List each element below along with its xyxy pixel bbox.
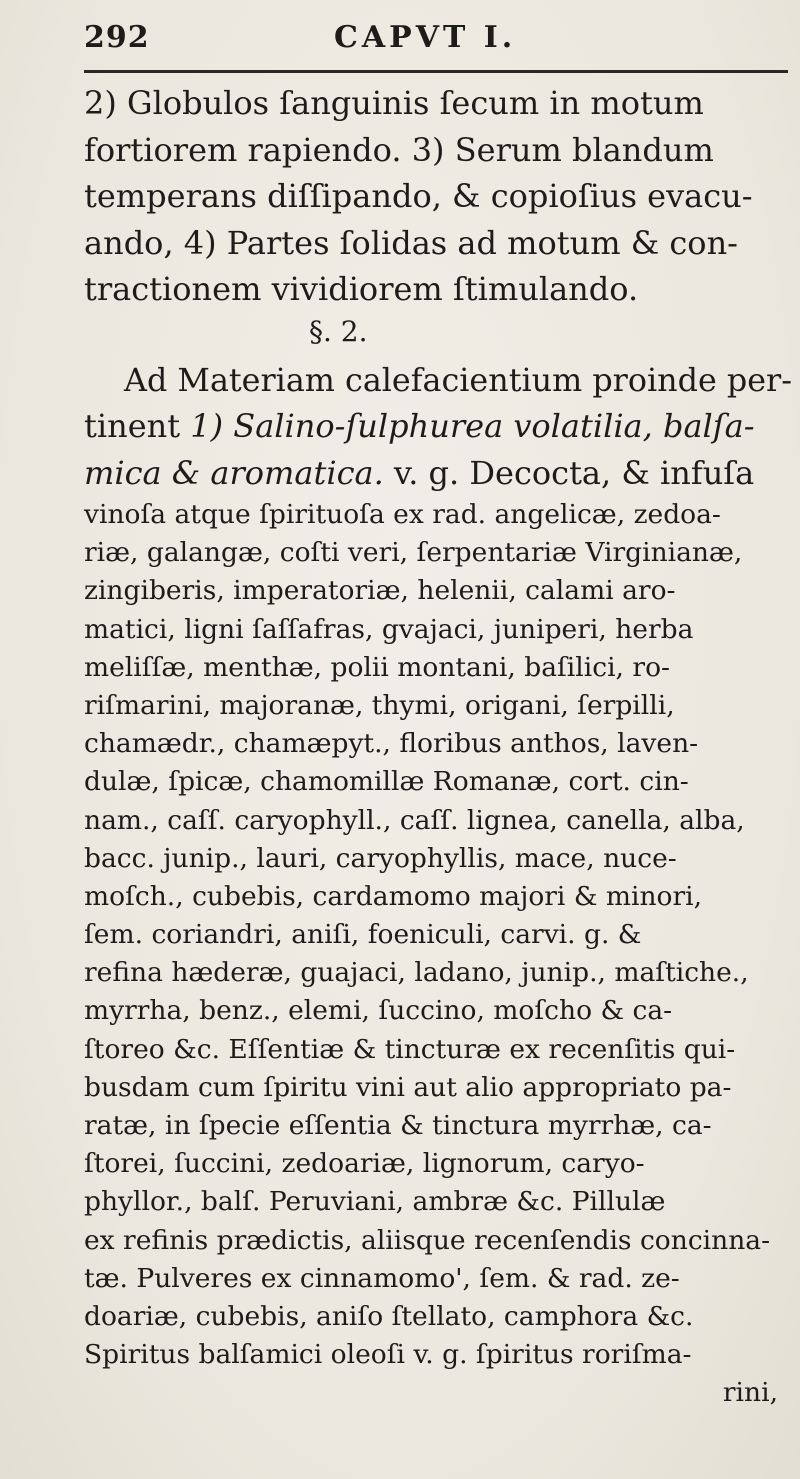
text-line: tractionem vividiorem ſtimulando.	[84, 270, 639, 308]
running-title: CAPVT I.	[334, 20, 517, 55]
text-line: Spiritus balſamici oleoſi v. g. ſpiritus roriſma-	[84, 1339, 692, 1371]
text-line: temperans diſſipando, & copioſius evacu-	[84, 177, 753, 215]
text-line: vinoſa atque ſpirituoſa ex rad. angelicæ, zedoa-	[84, 499, 721, 530]
text-line: tæ. Pulveres ex cinnamomo', ſem. & rad. ze-	[84, 1262, 680, 1294]
text-line: myrrha, benz., elemi, ſuccino, moſcho & ca-	[84, 995, 673, 1027]
text-line	[84, 450, 792, 497]
text-segment: tinent	[84, 407, 191, 445]
text-line: ratæ, in ſpecie eſſentia & tinctura myrrhæ, ca-	[84, 1110, 712, 1141]
text-line: 2) Globulos ſanguinis ſecum in motum	[84, 84, 704, 122]
text-line: ſtoreo &c. Eſſentiæ & tincturæ ex recenſitis qui-	[84, 1033, 736, 1065]
text-line: meliſſæ, menthæ, polii montani, baſilici, ro-	[84, 651, 670, 683]
text-line: rini,	[722, 1377, 778, 1409]
text-segment: v. g. Decocta, & infuſa	[383, 453, 755, 492]
text-segment: mica & aromatica.	[84, 453, 384, 492]
text-line: ſem. coriandri, aniſi, foeniculi, carvi. g. &	[84, 919, 642, 951]
text-line: Ad Materiam calefacientium proinde per-	[124, 360, 792, 399]
text-line: refina hæderæ, guajaci, ladano, junip., maſtiche.,	[84, 957, 749, 989]
text-line: bacc. junip., lauri, caryophyllis, mace, nuce-	[84, 842, 677, 874]
text-line: doariæ, cubebis, aniſo ſtellato, camphora &c.	[84, 1300, 694, 1332]
text-line: §. 2.	[309, 314, 368, 348]
text-line: ando, 4) Partes ſolidas ad motum & con-	[84, 223, 738, 262]
text-line: nam., caſſ. caryophyll., caſſ. lignea, canella, alba,	[84, 804, 745, 836]
header-rule	[84, 70, 788, 73]
text-line: matici, ligni ſaſſafras, gvajaci, juniperi, herba	[84, 613, 694, 645]
text-line: zingiberis, imperatoriæ, helenii, calami aro-	[84, 575, 676, 607]
text-segment: 1) Salino-ſulphurea volatilia, balſa-	[190, 407, 755, 445]
text-line: fortiorem rapiendo. 3) Serum blandum	[84, 130, 714, 169]
text-line: phyllor., balſ. Peruviani, ambræ &c. Pillulæ	[84, 1186, 666, 1218]
text-line: riæ, galangæ, coſti veri, ſerpentariæ Virginianæ,	[84, 537, 743, 569]
text-line: ſtorei, ſuccini, zedoariæ, lignorum, caryo-	[84, 1148, 645, 1180]
text-line: moſch., cubebis, cardamomo majori & minori,	[84, 880, 703, 912]
page-number: 292	[84, 20, 150, 55]
page-body	[84, 80, 792, 1413]
text-line: riſmarini, majoranæ, thymi, origani, ſerpilli,	[84, 689, 675, 721]
text-line	[84, 403, 792, 450]
text-line: dulæ, ſpicæ, chamomillæ Romanæ, cort. cin-	[84, 766, 689, 798]
page-header	[84, 20, 784, 62]
text-line: chamædr., chamæpyt., floribus anthos, laven-	[84, 728, 699, 760]
text-line: busdam cum ſpiritu vini aut alio appropriato pa-	[84, 1071, 732, 1103]
text-line: ex refinis prædictis, aliisque recenſendis concinna-	[84, 1224, 771, 1256]
